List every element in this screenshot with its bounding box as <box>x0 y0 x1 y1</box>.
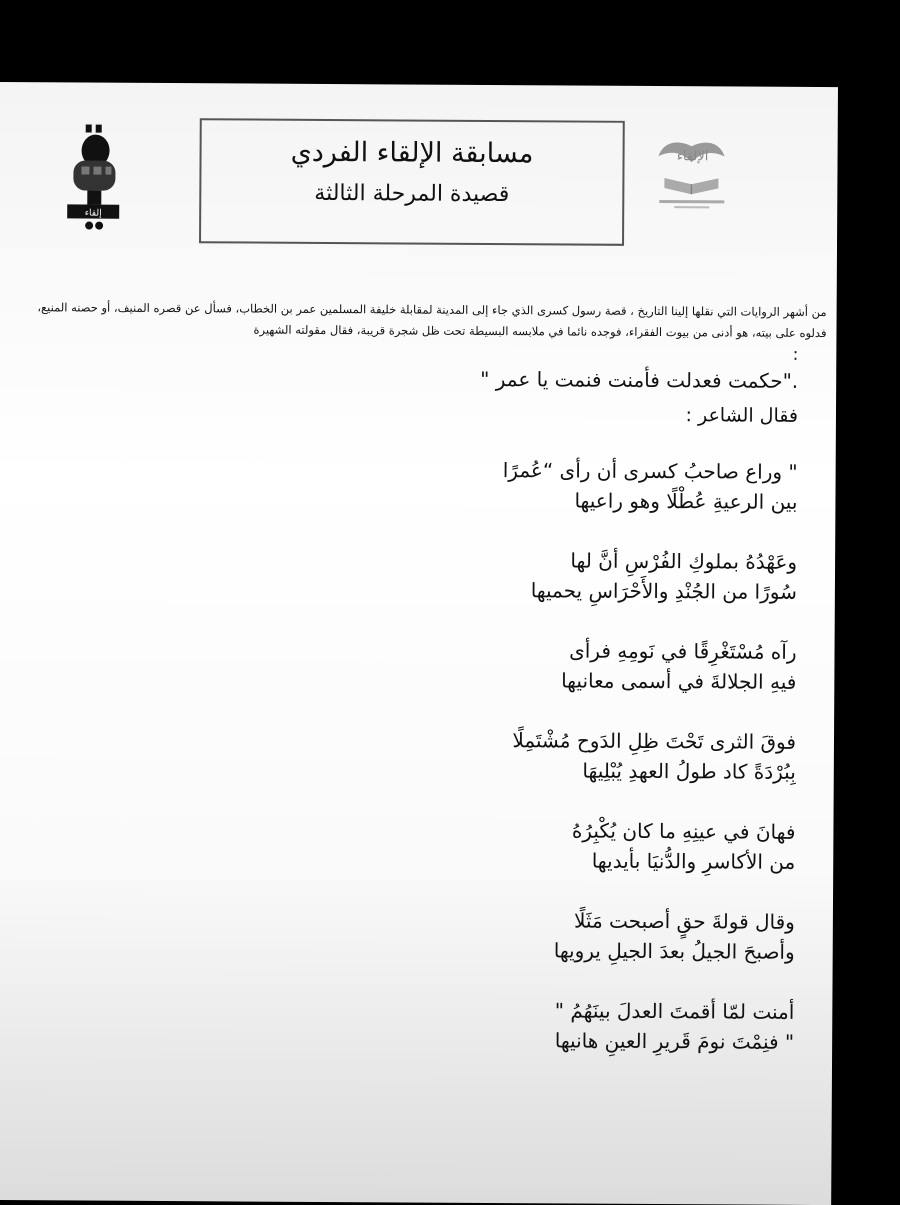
colon-mark: : <box>793 345 799 365</box>
microphone-logo <box>59 122 130 232</box>
verse-line: فهانَ في عينِهِ ما كان يُكْبِرُهُ <box>195 813 795 847</box>
poet-intro: فقال الشاعر : <box>686 404 799 427</box>
poem-stanza <box>197 453 797 517</box>
verse-line: " فنِمْتَ نومَ قَريرِ العينِ هانيها <box>194 1023 794 1057</box>
verse-line: وعَهْدُهُ بملوكِ الفُرْسِ أنَّ لها <box>197 543 797 577</box>
famous-quote: ."حكمت فعدلت فأمنت فنمت يا عمر " <box>480 367 798 393</box>
title-box <box>199 118 625 246</box>
verse-line: من الأكاسرِ والدُّنيَا بأيديها <box>195 843 795 877</box>
verse-line: بين الرعيةِ عُطْلًا وهو راعيها <box>197 483 797 517</box>
logo-left-text: إلقاء <box>85 209 102 219</box>
verse-line: فوقَ الثرى تَحْتَ ظِلِ الدَوح مُشْتَمِلًا <box>196 723 796 757</box>
verse-line: سُورًا من الجُنْدِ والأَحْرَاسِ يحميها <box>197 573 797 607</box>
verse-line: رآه مُسْتَغْرِقًا في نَومِهِ فرأى <box>196 633 796 667</box>
poem-stanza <box>194 993 794 1057</box>
poem-stanza <box>196 633 796 697</box>
verse-line: بِبُرْدَةً كاد طولُ العهدِ يُبْلِيهَا <box>196 753 796 787</box>
page-subtitle: قصيدة المرحلة الثالثة <box>201 181 622 209</box>
poem-stanza <box>197 543 797 607</box>
poem-stanza <box>195 813 795 877</box>
intro-paragraph: من أشهر الروايات التي نقلها إلينا التاريخ ، قصة رسول كسرى الذي جاء إلى المدينة لمقابلة خليفة المسلمين عمر بن الخطاب، فسأل عن قصره المنيف، أو حصنه المنيع، فدلوه على بيته، هو أدنى من بيوت الفقراء، فوجده نائما في ملابسه البسيطة تحت ظل شجرة قريبة، فقال مقولته الشهيرة <box>8 297 826 344</box>
poem-stanza <box>196 723 796 787</box>
verse-line: وقال قولةَ حقٍ أصبحت مَثَلًا <box>195 903 795 937</box>
verse-line: أمنت لمّا أقمتَ العدلَ بينَهُمُ " <box>194 993 794 1027</box>
poem <box>194 453 798 1087</box>
document-page <box>0 82 838 1205</box>
book-logo <box>644 136 739 217</box>
verse-line: فيهِ الجلالةَ في أسمى معانيها <box>196 663 796 697</box>
verse-line: " وراع صاحبُ كسرى أن رأى “عُمرًا <box>198 453 798 487</box>
page-title: مسابقة الإلقاء الفردي <box>201 136 622 171</box>
logo-right-text: الإلقاء <box>677 149 709 164</box>
verse-line: وأصبحَ الجيلُ بعدَ الجيلِ يرويها <box>195 933 795 967</box>
poem-stanza <box>195 903 795 967</box>
